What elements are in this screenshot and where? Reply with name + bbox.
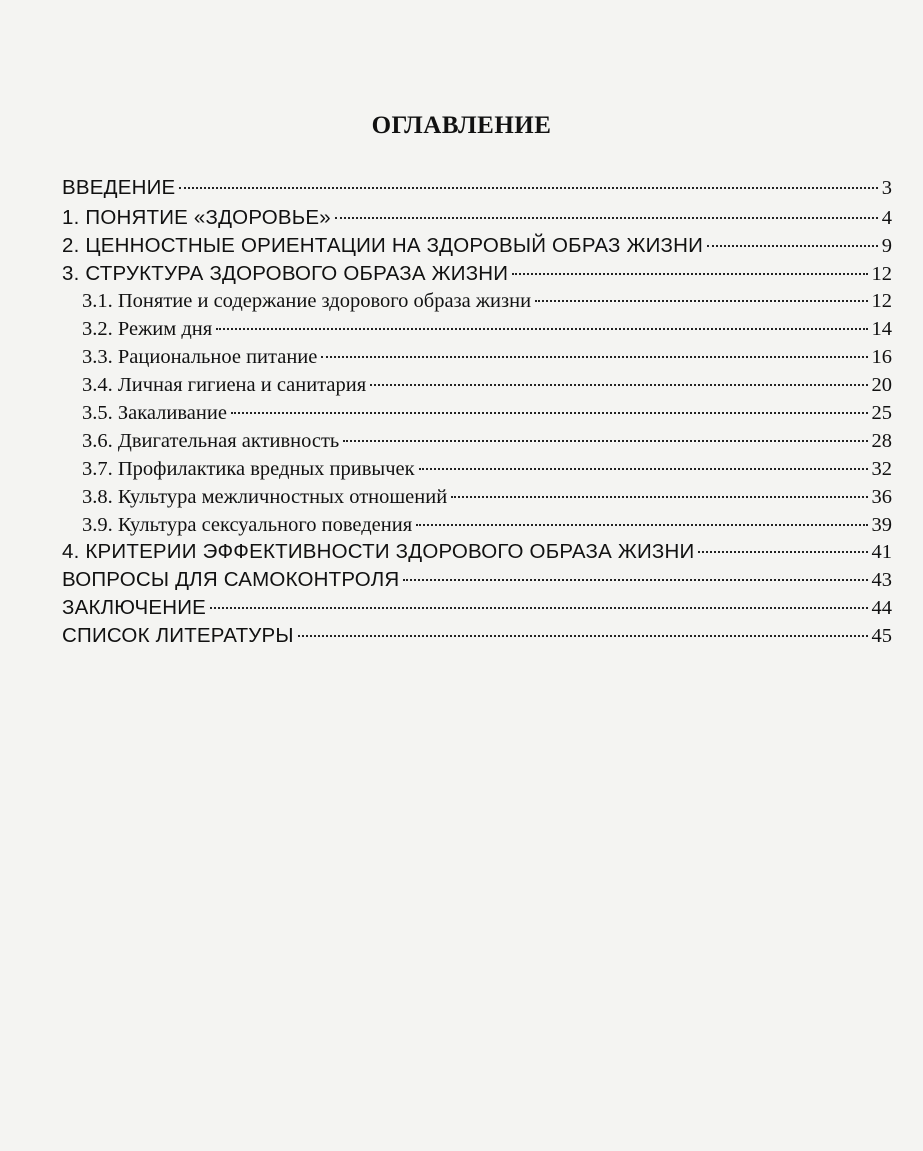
toc-entry[interactable] [82,458,892,481]
dot-leader [321,356,867,358]
toc-entry-page: 20 [871,374,892,396]
toc-entry-page: 9 [881,235,892,257]
toc-entry-page: 45 [871,625,892,647]
toc-entry-label: 2. ЦЕННОСТНЫЕ ОРИЕНТАЦИИ НА ЗДОРОВЫЙ ОБРАЗ ЖИЗНИ [62,234,704,257]
toc-entry[interactable] [82,430,892,453]
dot-leader [416,524,867,526]
toc-entry-page: 44 [871,597,892,619]
toc-entry[interactable] [82,402,892,425]
toc-entry-page: 28 [871,430,892,452]
toc-entry[interactable] [82,514,892,537]
dot-leader [216,328,867,330]
toc-entry-label: 3.5. Закаливание [82,402,227,424]
toc-entry[interactable] [82,486,892,509]
dot-leader [210,607,867,609]
toc-entry[interactable] [82,318,892,341]
toc-entry-page: 36 [871,486,892,508]
dot-leader [451,496,867,498]
dot-leader [343,440,867,442]
toc-entry[interactable] [62,206,892,230]
dot-leader [419,468,868,470]
toc-entry-page: 12 [871,290,892,312]
toc-entry[interactable] [62,262,892,286]
toc-entry-label: ЗАКЛЮЧЕНИЕ [62,596,207,619]
toc-entry-label: 4. КРИТЕРИИ ЭФФЕКТИВНОСТИ ЗДОРОВОГО ОБРАЗА ЖИЗНИ [62,540,695,563]
dot-leader [535,300,867,302]
toc-entry-label: 3.7. Профилактика вредных привычек [82,458,415,480]
toc-entry-label: ВВЕДЕНИЕ [62,176,176,199]
toc-entry-page: 32 [871,458,892,480]
toc-entry[interactable] [62,596,892,620]
toc-entry-page: 3 [881,177,892,199]
toc-entry[interactable] [82,346,892,369]
dot-leader [179,187,877,189]
toc-entry-label: 3.8. Культура межличностных отношений [82,486,448,508]
toc-entry[interactable] [82,290,892,313]
toc-entry-page: 16 [871,346,892,368]
toc-entry-label: 3.9. Культура сексуального поведения [82,514,413,536]
dot-leader [698,551,867,553]
toc-entry[interactable] [62,540,892,564]
toc-entry-label: 3.3. Рациональное питание [82,346,318,368]
toc-entry-label: 3.2. Режим дня [82,318,213,340]
dot-leader [403,579,867,581]
toc-entry-page: 41 [871,541,892,563]
toc-entry-page: 12 [871,263,892,285]
toc-entry[interactable] [62,176,892,200]
dot-leader [335,217,878,219]
toc-entry[interactable] [82,374,892,397]
toc-entry-label: 3.6. Двигательная активность [82,430,340,452]
dot-leader [370,384,867,386]
toc-entry-page: 4 [881,207,892,229]
dot-leader [298,635,868,637]
toc-entry-label: 1. ПОНЯТИЕ «ЗДОРОВЬЕ» [62,206,331,229]
page-title: ОГЛАВЛЕНИЕ [371,112,552,139]
toc-entry[interactable] [62,568,892,592]
dot-leader [231,412,868,414]
toc-entry-page: 25 [871,402,892,424]
toc-entry[interactable] [62,234,892,258]
toc-entry-page: 39 [871,514,892,536]
toc-entry-label: ВОПРОСЫ ДЛЯ САМОКОНТРОЛЯ [62,568,400,591]
toc-entry-label: СПИСОК ЛИТЕРАТУРЫ [62,624,294,647]
toc-entry-page: 14 [871,318,892,340]
toc-entry-label: 3. СТРУКТУРА ЗДОРОВОГО ОБРАЗА ЖИЗНИ [62,262,509,285]
toc-entry-label: 3.4. Личная гигиена и санитария [82,374,367,396]
toc-entry[interactable] [62,624,892,648]
dot-leader [707,245,878,247]
dot-leader [512,273,867,275]
toc-entry-label: 3.1. Понятие и содержание здорового образа жизни [82,290,532,312]
toc-entry-page: 43 [871,569,892,591]
